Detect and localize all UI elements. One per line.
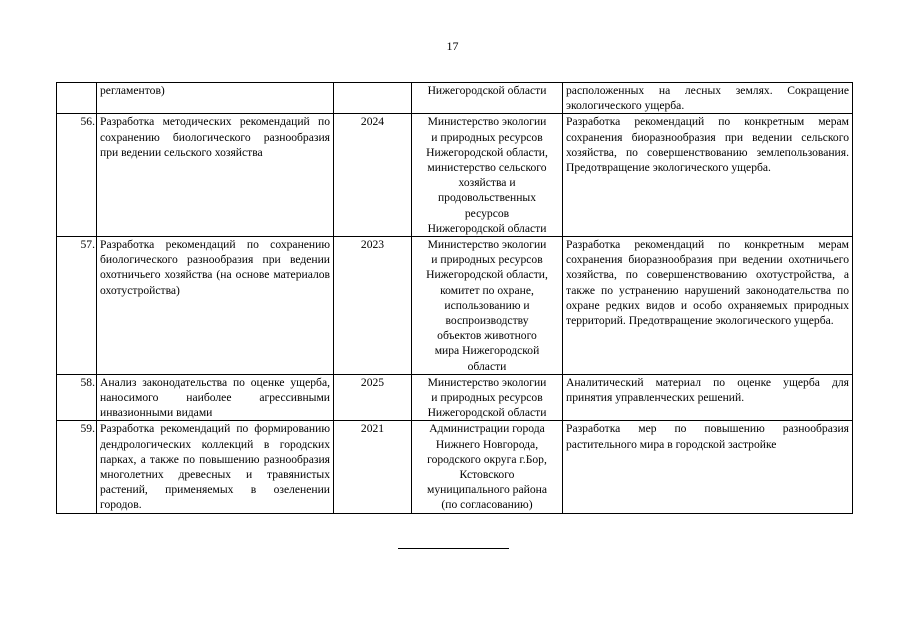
responsible-line: Министерство экологии [427,238,547,252]
deadline-year-cell: 2024 [334,114,412,237]
responsible-line: Министерство экологии [427,115,547,129]
expected-result-cell: Разработка мер по повышению разнообразия растительного мира в городской застройке [563,421,853,513]
responsible-line: городского округа г.Бор, [427,452,547,466]
measure-name-cell: Разработка рекомендаций по сохранению биологического разнообразия при ведении охотничьего хозяйства (на основе материалов охотустройства) [97,237,334,375]
responsible-line: и природных ресурсов [431,391,543,405]
responsible-executors-cell [412,237,563,375]
responsible-line: Министерство экологии [427,375,547,389]
expected-result-cell: Аналитический материал по оценке ущерба для принятия управленческих решений. [563,374,853,421]
row-number-cell: 57. [57,237,97,375]
measure-name-cell: Анализ законодательства по оценке ущерба, наносимого наиболее агрессивными инвазионными видами [97,374,334,421]
row-number-cell [57,83,97,114]
responsible-line: Нижегородской области [427,406,547,420]
table-row [57,421,853,513]
measures-table [56,82,853,514]
responsible-line: муниципального района [427,483,547,497]
measure-name-cell: Разработка рекомендаций по формированию дендрологических коллекций в городских парках, а также по повышению разнообразия многолетних древесных и травянистых растений, применяемых в озеленении городов. [97,421,334,513]
responsible-line: Нижегородской области [427,221,547,235]
responsible-line: Нижегородской области [427,84,547,97]
expected-result-cell: Разработка рекомендаций по конкретным мерам сохранения биоразнообразия при ведении сельского хозяйства, по совершенствованию землепользования. Предотвращение экологического ущерба. [563,114,853,237]
responsible-line: комитет по охране, [440,283,534,297]
responsible-line: мира Нижегородской [434,344,540,358]
responsible-line: и природных ресурсов [431,130,543,144]
row-number-cell: 59. [57,421,97,513]
table-row [57,83,853,114]
expected-result-cell: расположенных на лесных землях. Сокращение экологического ущерба. [563,83,853,114]
deadline-year-cell: 2021 [334,421,412,513]
responsible-line: Нижегородской области, [426,268,548,282]
table-row [57,374,853,421]
responsible-line: воспроизводству [445,314,529,328]
page-number: 17 [446,39,459,53]
responsible-line: объектов животного [437,329,537,343]
row-number-cell: 58. [57,374,97,421]
table-row [57,114,853,237]
responsible-executors-cell [412,83,563,114]
responsible-line: Администрации города [429,422,545,436]
deadline-year-cell: 2025 [334,374,412,421]
responsible-line: (по согласованию) [441,498,533,512]
responsible-executors-cell [412,114,563,237]
table-row [57,237,853,375]
table-body [57,83,853,514]
deadline-year-cell [334,83,412,114]
footnote-rule [398,548,509,549]
responsible-line: области [467,359,507,373]
deadline-year-cell: 2023 [334,237,412,375]
responsible-line: использованию и [444,298,530,312]
responsible-executors-cell [412,421,563,513]
responsible-line: продовольственных [437,191,537,205]
responsible-line: хозяйства и [458,176,516,190]
expected-result-cell: Разработка рекомендаций по конкретным мерам сохранения биоразнообразия при ведении охотничьего хозяйства, по совершенствованию охотустройства, а также по устранению нарушений законодательства по охране редких видов и особо охраняемых природных территорий. Предотвращение экологического ущерба. [563,237,853,375]
responsible-executors-cell [412,374,563,421]
responsible-line: и природных ресурсов [431,253,543,267]
measure-name-cell: регламентов) [97,83,334,114]
responsible-line: Нижегородской области, [426,145,548,159]
responsible-line: Кстовского [459,468,515,482]
row-number-cell: 56. [57,114,97,237]
responsible-line: министерство сельского [427,161,547,175]
measure-name-cell: Разработка методических рекомендаций по сохранению биологического разнообразия при ведении сельского хозяйства [97,114,334,237]
responsible-line: ресурсов [464,206,510,220]
responsible-line: Нижнего Новгорода, [435,437,539,451]
